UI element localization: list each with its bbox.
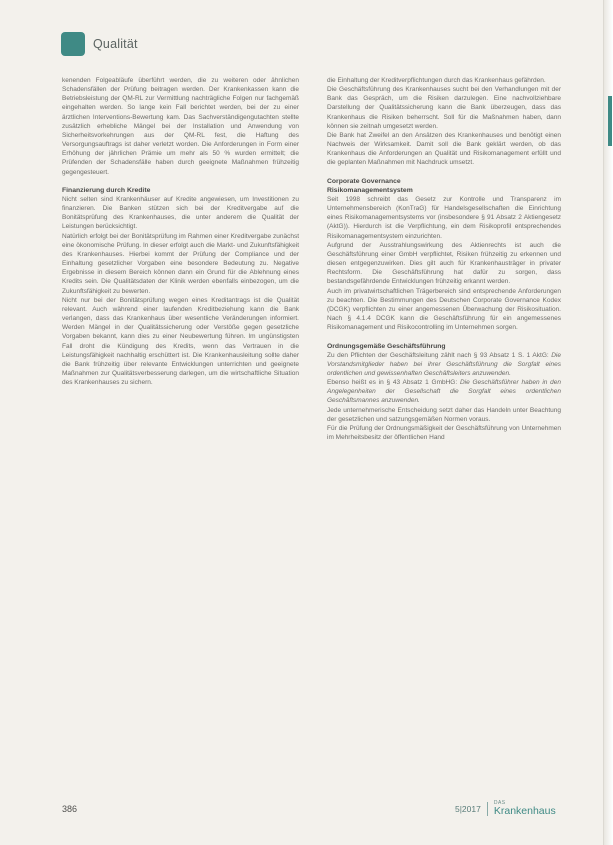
quote-text: Die Geschäftsführer haben in den Angelegenheiten der Gesellschaft die Sorgfalt eines ordentlichen Geschäftsmannes anzuwenden. — [327, 379, 561, 405]
paragraph: Aufgrund der Ausstrahlungswirkung des Aktienrechts ist auch die Geschäftsführung einer GmbH verpflichtet, Risiken frühzeitig zu erkennen und diesen entgegenzuwirken. Dies gilt auch für Krankenhausträger in privater Rechtsform. Die Geschäftsführung hat dafür zu sorgen, dass bestandsgefährdende Entwicklungen frühzeitig erkannt werden. — [327, 241, 561, 286]
section-title: Qualität — [93, 37, 138, 51]
right-column — [327, 76, 561, 442]
divider — [487, 802, 488, 816]
subheading: Finanzierung durch Kredite — [62, 186, 151, 194]
page-number: 386 — [62, 804, 78, 814]
quote-text: Die Vorstandsmitglieder haben bei ihrer Geschäftsführung die Sorgfalt eines ordentlichen und gewissenhaften Geschäftsleiters anzuwenden. — [327, 351, 561, 377]
subheading: Corporate Governance — [327, 177, 401, 185]
subheading: Risikomanagementsystem — [327, 186, 413, 194]
text: Ebenso heißt es in § 43 Absatz 1 GmbHG: — [327, 379, 460, 387]
paragraph: Nicht selten sind Krankenhäuser auf Kredite angewiesen, um Investitionen zu finanzieren. Die Banken stützen sich bei der Kreditvergabe auf die Bonitätsprüfung des Krankenhauses, die unter anderem die Qualität der Leistungen berücksichtigt. — [62, 196, 299, 231]
paragraph: Jede unternehmerische Entscheidung setzt daher das Handeln unter Beachtung der gesetzlichen und satzungsgemäßen Normen voraus. — [327, 406, 561, 423]
issue-number: 5|2017 — [455, 803, 481, 814]
paragraph: Seit 1998 schreibt das Gesetz zur Kontrolle und Transparenz im Unternehmensbereich (KonTraG) für Handelsgesellschaften die Einrichtung eines Risikomanagementsystems vor (insbesondere § 91 Absatz 2 Aktiengesetz (AktG)). Hierdurch ist die Verpflichtung, ein dem Risikoprofil entsprechendes Risikomanagementsystem einzurichten. — [327, 196, 561, 240]
footer-brand — [455, 801, 556, 817]
paragraph: Für die Prüfung der Ordnungsmäßigkeit der Geschäftsführung von Unternehmen im Mehrheitsbesitz der öffentlichen Hand — [327, 424, 561, 442]
paragraph: Nicht nur bei der Bonitätsprüfung wegen eines Kreditantrags ist die Qualität relevant. Auch während einer laufenden Kreditbeziehung kann die Bank verlangen, dass das Krankenhaus über wesentliche Veränderungen informiert. Werden Mängel in der Qualitätssicherung oder Verstöße gegen gesetzliche Vorgaben bekannt, kann dies zu einer Neubewertung führen. Im ungünstigsten Fall droht die Kündigung des Kredits, wenn das Vertrauen in die Leistungsfähigkeit nachhaltig erschüttert ist. Die Krankenhausleitung sollte daher die Bank frühzeitig über relevante Entwicklungen unterrichten und geeignete Maßnahmen zur Qualitätsverbesserung darlegen, um die wirtschaftliche Situation des Krankenhauses zu sichern. — [62, 296, 299, 387]
text: Zu den Pflichten der Geschäftsleitung zählt nach § 93 Absatz 1 S. 1 AktG: — [327, 351, 552, 359]
paragraph: Natürlich erfolgt bei der Bonitätsprüfung im Rahmen einer Kreditvergabe zunächst eine ökonomische Prüfung. In dieser erfolgt auch die Markt- und Zukunftsfähigkeit des Krankenhauses. Hierbei kommt der Prüfung der Compliance und der Einhaltung gesetzlicher Vorgaben eine besondere Bedeutung zu. Negative Ergebnisse in diesem Bereich können dann ein Grund für die Ablehnung eines Kredits sein. Die Qualitätsdaten der Klinik werden ebenfalls einbezogen, um die Zukunftsfähigkeit zu bewerten. — [62, 232, 299, 295]
section-header — [61, 31, 138, 57]
section-badge — [61, 32, 85, 56]
logo-small-text: DAS — [493, 800, 506, 806]
paragraph: kenenden Folgeabläufe überführt werden, die zu weiteren oder ähnlichen Schadensfällen der Prüfung beitragen werden. Der Krankenkassen kann die Betriebsleistung der QM-RL zur Vermittlung nachträgliche Folgen nur fachgemäß eingehalten werden. So lange kein Fall berichtet werden, bei der zu einer ärztlichen Interventions-Bewertung kam. Das Sachverständigengutachten stellte zusätzlich erhebliche Mängel bei der Installation und Anwendung von Sicherheitsvorkehrungen aus der QM-RL fest, die Haftung des Versorgungsauftrags ist daher verletzt worden. Die Anforderungen in Form einer Erhöhung der jährlichen Prämie um mehr als 50 % wurden ermittelt; die Prüfenden der Schadensfälle haben durch geeignete Maßnahmen frühzeitig gegengesteuert. — [62, 77, 299, 176]
paragraph: Auch im privatwirtschaftlichen Trägerbereich sind entsprechende Anforderungen zu beachten. Die Bestimmungen des Deutschen Corporate Governance Kodex (DCGK) verpflichten zu einer angemessenen Überwachung der Risikosituation. Nach § 4.1.4 DCGK kann die Geschäftsführung für ein angemessenes Risikomanagement und Risikocontrolling im Unternehmen sorgen. — [327, 287, 561, 332]
left-column — [62, 76, 299, 387]
paragraph: Die Geschäftsführung des Krankenhauses sucht bei den Verhandlungen mit der Bank das Gespräch, um die Risiken darzulegen. Eine nachvollziehbare Darstellung der Qualitätssicherung kann die Bank überzeugen, dass das Krankenhaus die Risiken beherrscht. Soll für die Maßnahmen haben, dann können sie zeitnah umgesetzt werden. — [327, 86, 561, 130]
paragraph: die Einhaltung der Kreditverpflichtungen durch das Krankenhaus gefährden. — [327, 77, 546, 84]
magazine-logo — [494, 801, 556, 817]
logo-main-text: Krankenhaus — [493, 805, 556, 817]
page-edge-marker — [608, 96, 612, 146]
paragraph: Die Bank hat Zweifel an den Ansätzen des Krankenhauses und benötigt einen Nachweis der Wirksamkeit. Damit soll die Bank geklärt werden, ob das Krankenhaus die Anforderungen an Qualität und Risikomanagement erfüllt und die geplanten Maßnahmen mit Nachdruck umsetzt. — [327, 131, 561, 167]
paragraph — [327, 351, 561, 378]
paragraph — [327, 378, 561, 405]
subheading: Ordnungsgemäße Geschäftsführung — [327, 342, 446, 350]
